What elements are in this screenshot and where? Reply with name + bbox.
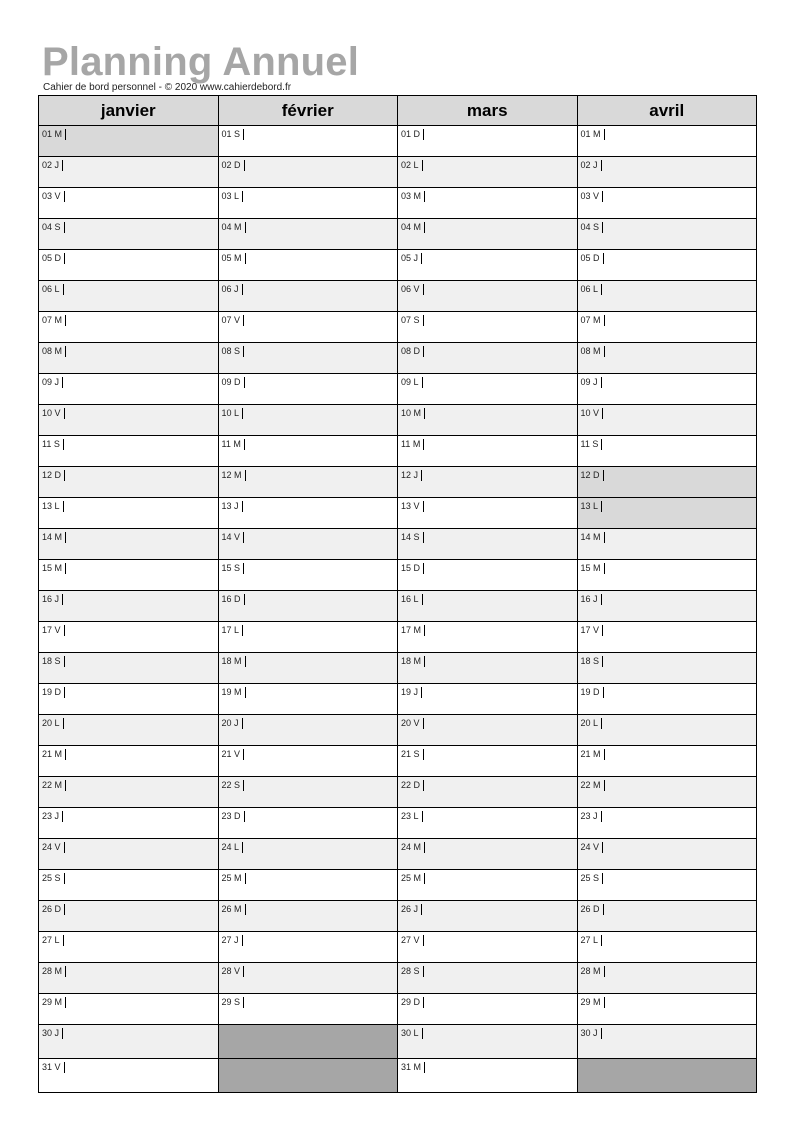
day-label: 30 L <box>401 1028 423 1039</box>
day-cell[interactable] <box>39 188 219 219</box>
day-label: 07 M <box>42 315 66 326</box>
day-cell[interactable] <box>398 1059 578 1093</box>
day-label: 26 D <box>42 904 65 915</box>
day-label: 26 D <box>581 904 604 915</box>
day-label: 20 L <box>42 718 64 729</box>
day-cell[interactable] <box>398 963 578 994</box>
day-cell[interactable] <box>398 839 578 870</box>
day-cell[interactable] <box>39 157 219 188</box>
day-label: 21 M <box>581 749 605 760</box>
day-cell[interactable] <box>218 591 398 622</box>
day-cell[interactable] <box>398 250 578 281</box>
day-cell[interactable] <box>39 281 219 312</box>
day-row <box>39 374 757 405</box>
day-label: 05 J <box>401 253 422 264</box>
day-cell[interactable] <box>39 777 219 808</box>
day-label: 01 S <box>222 129 245 140</box>
day-label: 29 M <box>42 997 66 1008</box>
day-row <box>39 436 757 467</box>
day-cell[interactable] <box>577 157 757 188</box>
day-cell[interactable] <box>398 188 578 219</box>
day-cell[interactable] <box>577 653 757 684</box>
day-label: 05 D <box>581 253 604 264</box>
day-row <box>39 963 757 994</box>
day-label: 09 D <box>222 377 245 388</box>
day-label: 23 L <box>401 811 423 822</box>
day-row <box>39 1025 757 1059</box>
day-label: 09 L <box>401 377 423 388</box>
day-cell[interactable] <box>398 219 578 250</box>
day-label: 24 L <box>222 842 244 853</box>
day-label: 07 M <box>581 315 605 326</box>
day-label: 25 S <box>42 873 65 884</box>
day-label: 17 L <box>222 625 244 636</box>
day-label: 23 J <box>42 811 63 822</box>
day-label: 02 D <box>222 160 245 171</box>
day-label: 02 J <box>581 160 602 171</box>
day-label: 25 S <box>581 873 604 884</box>
day-cell[interactable] <box>218 963 398 994</box>
day-label: 14 M <box>42 532 66 543</box>
day-cell[interactable] <box>577 901 757 932</box>
day-label: 06 L <box>581 284 603 295</box>
day-label: 24 V <box>42 842 65 853</box>
day-cell[interactable] <box>218 374 398 405</box>
day-cell[interactable] <box>218 622 398 653</box>
day-label: 04 S <box>581 222 604 233</box>
day-label: 12 D <box>42 470 65 481</box>
day-cell[interactable] <box>218 498 398 529</box>
day-cell[interactable] <box>398 932 578 963</box>
day-label: 08 D <box>401 346 424 357</box>
day-label: 16 J <box>42 594 63 605</box>
day-label: 07 V <box>222 315 245 326</box>
day-label: 22 M <box>42 780 66 791</box>
day-cell[interactable] <box>398 591 578 622</box>
day-cell[interactable] <box>398 374 578 405</box>
day-label: 21 V <box>222 749 245 760</box>
day-cell[interactable] <box>577 374 757 405</box>
day-label: 01 M <box>42 129 66 140</box>
day-label: 17 M <box>401 625 425 636</box>
day-cell[interactable] <box>398 994 578 1025</box>
day-label: 13 J <box>222 501 243 512</box>
day-cell[interactable] <box>218 839 398 870</box>
month-header-janvier: janvier <box>39 96 219 126</box>
day-row <box>39 188 757 219</box>
day-cell[interactable] <box>577 932 757 963</box>
page-title: Planning Annuel <box>42 40 360 84</box>
day-row <box>39 281 757 312</box>
day-label: 22 M <box>581 780 605 791</box>
day-row <box>39 870 757 901</box>
day-label: 13 L <box>581 501 603 512</box>
day-cell[interactable] <box>218 560 398 591</box>
day-label: 15 S <box>222 563 245 574</box>
day-cell[interactable] <box>218 281 398 312</box>
day-cell[interactable] <box>39 746 219 777</box>
day-label: 18 M <box>401 656 425 667</box>
day-label: 25 M <box>222 873 246 884</box>
day-cell[interactable] <box>577 591 757 622</box>
day-cell[interactable] <box>218 188 398 219</box>
day-label: 01 M <box>581 129 605 140</box>
day-cell[interactable] <box>577 312 757 343</box>
month-header-mars: mars <box>398 96 578 126</box>
day-cell[interactable] <box>39 839 219 870</box>
day-label: 29 M <box>581 997 605 1008</box>
day-label: 14 V <box>222 532 245 543</box>
day-cell[interactable] <box>218 250 398 281</box>
day-label: 08 M <box>42 346 66 357</box>
day-label: 19 D <box>42 687 65 698</box>
day-cell[interactable] <box>39 994 219 1025</box>
day-cell[interactable] <box>39 374 219 405</box>
day-label: 23 J <box>581 811 602 822</box>
day-label: 19 J <box>401 687 422 698</box>
day-cell[interactable] <box>577 963 757 994</box>
day-row <box>39 219 757 250</box>
day-cell[interactable] <box>398 622 578 653</box>
day-cell[interactable] <box>39 126 219 157</box>
day-label: 11 M <box>222 439 245 450</box>
day-cell[interactable] <box>218 219 398 250</box>
day-label: 11 S <box>42 439 64 450</box>
day-cell[interactable] <box>577 467 757 498</box>
day-cell[interactable] <box>577 808 757 839</box>
day-row <box>39 715 757 746</box>
day-cell[interactable] <box>577 870 757 901</box>
day-cell[interactable] <box>577 839 757 870</box>
day-label: 28 V <box>222 966 245 977</box>
day-label: 04 M <box>401 222 425 233</box>
day-label: 27 L <box>42 935 64 946</box>
day-cell[interactable] <box>218 808 398 839</box>
day-cell[interactable] <box>577 405 757 436</box>
day-label: 31 V <box>42 1062 65 1073</box>
day-cell[interactable] <box>398 436 578 467</box>
day-label: 15 M <box>581 563 605 574</box>
day-label: 04 M <box>222 222 246 233</box>
empty-day-cell <box>218 1025 398 1059</box>
day-cell[interactable] <box>218 343 398 374</box>
day-label: 11 S <box>581 439 603 450</box>
day-cell[interactable] <box>39 250 219 281</box>
day-cell[interactable] <box>398 653 578 684</box>
day-row <box>39 529 757 560</box>
day-label: 02 L <box>401 160 423 171</box>
day-cell[interactable] <box>398 405 578 436</box>
day-label: 26 M <box>222 904 246 915</box>
day-label: 28 M <box>581 966 605 977</box>
day-cell[interactable] <box>218 405 398 436</box>
day-label: 15 M <box>42 563 66 574</box>
day-row <box>39 560 757 591</box>
day-row <box>39 250 757 281</box>
day-label: 10 V <box>581 408 604 419</box>
day-cell[interactable] <box>39 467 219 498</box>
day-cell[interactable] <box>398 498 578 529</box>
annual-planner-table <box>38 95 757 1093</box>
day-cell[interactable] <box>39 684 219 715</box>
day-cell[interactable] <box>398 560 578 591</box>
day-cell[interactable] <box>398 1025 578 1059</box>
day-label: 26 J <box>401 904 422 915</box>
day-label: 03 V <box>42 191 65 202</box>
day-cell[interactable] <box>577 219 757 250</box>
day-cell[interactable] <box>39 219 219 250</box>
day-row <box>39 746 757 777</box>
empty-day-cell <box>577 1059 757 1093</box>
day-label: 18 M <box>222 656 246 667</box>
day-cell[interactable] <box>39 622 219 653</box>
day-cell[interactable] <box>577 684 757 715</box>
day-label: 16 J <box>581 594 602 605</box>
day-label: 13 V <box>401 501 424 512</box>
day-label: 16 L <box>401 594 423 605</box>
day-cell[interactable] <box>577 126 757 157</box>
day-row <box>39 622 757 653</box>
day-label: 30 J <box>581 1028 602 1039</box>
day-cell[interactable] <box>39 529 219 560</box>
day-row <box>39 343 757 374</box>
day-label: 10 L <box>222 408 244 419</box>
day-label: 06 J <box>222 284 243 295</box>
day-label: 27 V <box>401 935 424 946</box>
day-cell[interactable] <box>218 529 398 560</box>
day-label: 12 J <box>401 470 422 481</box>
day-label: 07 S <box>401 315 424 326</box>
day-cell[interactable] <box>398 343 578 374</box>
day-label: 10 V <box>42 408 65 419</box>
day-cell[interactable] <box>398 529 578 560</box>
day-cell[interactable] <box>398 467 578 498</box>
day-cell[interactable] <box>39 653 219 684</box>
day-cell[interactable] <box>398 312 578 343</box>
day-label: 22 S <box>222 780 245 791</box>
day-label: 14 M <box>581 532 605 543</box>
day-cell[interactable] <box>577 343 757 374</box>
day-label: 17 V <box>581 625 604 636</box>
day-cell[interactable] <box>577 188 757 219</box>
day-label: 24 M <box>401 842 425 853</box>
day-label: 19 D <box>581 687 604 698</box>
day-cell[interactable] <box>398 715 578 746</box>
day-label: 30 J <box>42 1028 63 1039</box>
day-label: 04 S <box>42 222 65 233</box>
day-label: 17 V <box>42 625 65 636</box>
day-label: 20 J <box>222 718 243 729</box>
day-label: 12 D <box>581 470 604 481</box>
day-cell[interactable] <box>39 715 219 746</box>
day-row <box>39 653 757 684</box>
day-cell[interactable] <box>39 1059 219 1093</box>
day-label: 31 M <box>401 1062 425 1073</box>
day-label: 10 M <box>401 408 425 419</box>
day-label: 23 D <box>222 811 245 822</box>
day-cell[interactable] <box>218 994 398 1025</box>
empty-day-cell <box>218 1059 398 1093</box>
day-label: 18 S <box>42 656 65 667</box>
day-label: 03 M <box>401 191 425 202</box>
day-cell[interactable] <box>577 715 757 746</box>
day-cell[interactable] <box>218 932 398 963</box>
day-cell[interactable] <box>398 126 578 157</box>
day-label: 05 M <box>222 253 246 264</box>
day-cell[interactable] <box>39 436 219 467</box>
day-row <box>39 839 757 870</box>
day-row <box>39 684 757 715</box>
day-label: 18 S <box>581 656 604 667</box>
day-label: 06 V <box>401 284 424 295</box>
day-row <box>39 405 757 436</box>
day-cell[interactable] <box>577 1025 757 1059</box>
day-label: 29 D <box>401 997 424 1008</box>
day-label: 21 M <box>42 749 66 760</box>
day-label: 20 V <box>401 718 424 729</box>
day-label: 05 D <box>42 253 65 264</box>
day-label: 29 S <box>222 997 245 1008</box>
page-subtitle: Cahier de bord personnel - © 2020 www.cahierdebord.fr <box>43 82 292 93</box>
day-label: 02 J <box>42 160 63 171</box>
day-cell[interactable] <box>577 622 757 653</box>
day-cell[interactable] <box>577 281 757 312</box>
day-row <box>39 498 757 529</box>
day-label: 11 M <box>401 439 424 450</box>
day-cell[interactable] <box>39 312 219 343</box>
day-cell[interactable] <box>398 684 578 715</box>
day-cell[interactable] <box>39 963 219 994</box>
day-cell[interactable] <box>39 498 219 529</box>
day-label: 14 S <box>401 532 424 543</box>
day-cell[interactable] <box>577 436 757 467</box>
day-label: 21 S <box>401 749 424 760</box>
day-label: 08 S <box>222 346 245 357</box>
day-label: 08 M <box>581 346 605 357</box>
day-label: 22 D <box>401 780 424 791</box>
day-cell[interactable] <box>577 529 757 560</box>
day-label: 13 L <box>42 501 64 512</box>
day-label: 27 J <box>222 935 243 946</box>
day-row <box>39 467 757 498</box>
month-header-fevrier: février <box>218 96 398 126</box>
day-label: 16 D <box>222 594 245 605</box>
day-row <box>39 777 757 808</box>
day-cell[interactable] <box>218 312 398 343</box>
day-cell[interactable] <box>39 591 219 622</box>
day-label: 06 L <box>42 284 64 295</box>
day-cell[interactable] <box>39 560 219 591</box>
day-cell[interactable] <box>398 746 578 777</box>
day-cell[interactable] <box>398 281 578 312</box>
day-cell[interactable] <box>218 715 398 746</box>
day-cell[interactable] <box>39 932 219 963</box>
day-label: 24 V <box>581 842 604 853</box>
day-label: 15 D <box>401 563 424 574</box>
day-label: 03 L <box>222 191 244 202</box>
day-cell[interactable] <box>218 746 398 777</box>
month-header-row <box>39 96 757 126</box>
day-cell[interactable] <box>218 467 398 498</box>
day-cell[interactable] <box>577 250 757 281</box>
day-label: 28 S <box>401 966 424 977</box>
planner-body <box>39 126 757 1093</box>
day-row <box>39 157 757 188</box>
day-cell[interactable] <box>39 870 219 901</box>
day-row <box>39 312 757 343</box>
month-header-avril: avril <box>577 96 757 126</box>
day-cell[interactable] <box>218 901 398 932</box>
day-row <box>39 126 757 157</box>
day-cell[interactable] <box>218 436 398 467</box>
day-row <box>39 901 757 932</box>
day-cell[interactable] <box>218 157 398 188</box>
day-label: 01 D <box>401 129 424 140</box>
day-cell[interactable] <box>398 157 578 188</box>
day-row <box>39 1059 757 1093</box>
day-cell[interactable] <box>39 405 219 436</box>
day-cell[interactable] <box>218 777 398 808</box>
day-label: 28 M <box>42 966 66 977</box>
day-label: 27 L <box>581 935 603 946</box>
day-row <box>39 808 757 839</box>
day-row <box>39 932 757 963</box>
day-cell[interactable] <box>39 343 219 374</box>
day-row <box>39 994 757 1025</box>
day-cell[interactable] <box>218 653 398 684</box>
day-label: 09 J <box>581 377 602 388</box>
day-cell[interactable] <box>39 901 219 932</box>
day-label: 03 V <box>581 191 604 202</box>
day-cell[interactable] <box>577 560 757 591</box>
day-label: 12 M <box>222 470 246 481</box>
day-cell[interactable] <box>398 808 578 839</box>
day-cell[interactable] <box>39 1025 219 1059</box>
day-cell[interactable] <box>398 870 578 901</box>
day-cell[interactable] <box>577 994 757 1025</box>
day-cell[interactable] <box>398 901 578 932</box>
day-cell[interactable] <box>218 870 398 901</box>
day-label: 09 J <box>42 377 63 388</box>
day-row <box>39 591 757 622</box>
day-cell[interactable] <box>398 777 578 808</box>
day-cell[interactable] <box>218 684 398 715</box>
day-cell[interactable] <box>577 777 757 808</box>
day-cell[interactable] <box>218 126 398 157</box>
day-cell[interactable] <box>39 808 219 839</box>
day-label: 20 L <box>581 718 603 729</box>
day-label: 19 M <box>222 687 246 698</box>
day-cell[interactable] <box>577 746 757 777</box>
day-label: 25 M <box>401 873 425 884</box>
day-cell[interactable] <box>577 498 757 529</box>
